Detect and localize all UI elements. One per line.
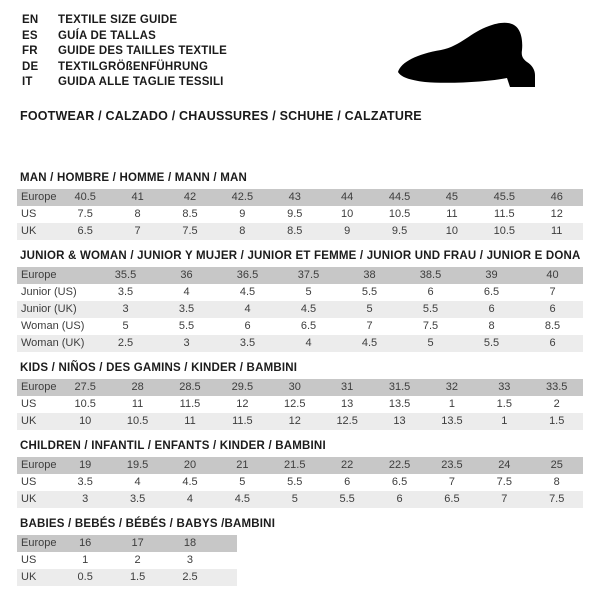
size-cell: 7.5 — [531, 491, 583, 508]
row-label: US — [21, 208, 37, 220]
language-title-block — [22, 13, 227, 91]
size-cell: 10.5 — [111, 413, 163, 430]
size-cell: 5 — [239, 476, 246, 488]
lang-label: TEXTILE SIZE GUIDE — [58, 14, 178, 26]
table-header-row — [17, 535, 237, 552]
table-row — [17, 223, 583, 240]
size-cell: 4 — [134, 476, 141, 488]
size-cell: 7 — [478, 491, 530, 508]
size-table — [17, 457, 583, 508]
category-line: FOOTWEAR / CALZADO / CHAUSSURES / SCHUHE / CALZATURE — [20, 109, 422, 123]
size-cell: 44.5 — [373, 189, 425, 206]
size-cell: 2.5 — [164, 569, 216, 586]
table-row — [17, 318, 583, 335]
size-cell: 7 — [111, 223, 163, 240]
size-cell: 3.5 — [117, 286, 134, 298]
size-cell: 30 — [269, 379, 321, 396]
size-table — [17, 535, 237, 586]
size-cell: 11 — [131, 398, 144, 410]
row-label: US — [21, 476, 37, 488]
row-label: US — [21, 398, 37, 410]
size-table-section — [17, 518, 583, 586]
size-cell: 42 — [164, 189, 216, 206]
size-cell: 3.5 — [111, 491, 163, 508]
size-cell: 6 — [461, 301, 522, 318]
size-cell: 17 — [111, 535, 163, 552]
size-tables — [17, 172, 583, 596]
size-table-section — [17, 250, 583, 352]
size-cell: 3 — [95, 301, 156, 318]
size-cell: 5 — [122, 320, 129, 332]
lang-label: GUIDA ALLE TAGLIE TESSILI — [58, 76, 224, 88]
row-label: UK — [17, 413, 59, 430]
size-cell: 45.5 — [478, 189, 530, 206]
size-table-section — [17, 172, 583, 240]
size-cell: 33 — [478, 379, 530, 396]
size-cell: 1 — [82, 554, 89, 566]
size-cell: 11 — [446, 208, 458, 220]
size-table — [17, 189, 583, 240]
row-label: Europe — [17, 267, 95, 284]
size-cell: 40 — [522, 267, 583, 284]
size-cell: 8.5 — [269, 223, 321, 240]
lang-row-it — [22, 75, 227, 91]
size-cell: 7 — [366, 320, 373, 332]
size-cell: 9 — [321, 223, 373, 240]
size-cell: 16 — [59, 535, 111, 552]
size-cell: 40.5 — [59, 189, 111, 206]
size-cell: 21 — [216, 457, 268, 474]
size-cell: 43 — [269, 189, 321, 206]
size-cell: 36 — [156, 267, 217, 284]
size-cell: 5 — [269, 491, 321, 508]
size-cell: 4 — [164, 491, 216, 508]
size-cell: 27.5 — [59, 379, 111, 396]
size-cell: 10 — [426, 223, 478, 240]
size-cell: 45 — [426, 189, 478, 206]
size-cell: 5.5 — [178, 320, 195, 332]
size-cell: 3 — [186, 554, 194, 566]
size-cell: 2.5 — [95, 335, 156, 352]
lang-label: GUIDE DES TAILLES TEXTILE — [58, 45, 227, 57]
lang-code: ES — [22, 29, 38, 42]
pad-cell — [216, 552, 237, 569]
row-label: Junior (US) — [21, 286, 77, 298]
size-cell: 19.5 — [111, 457, 163, 474]
size-cell: 1 — [478, 413, 530, 430]
size-cell: 8.5 — [182, 208, 198, 220]
dress-shoe-icon — [393, 16, 577, 96]
table-title: KIDS / NIÑOS / DES GAMINS / KINDER / BAMBINI — [20, 362, 298, 374]
lang-row-es — [22, 29, 227, 45]
size-cell: 4 — [278, 335, 339, 352]
size-cell: 7.5 — [496, 476, 512, 488]
table-row — [17, 552, 237, 569]
size-cell: 4.5 — [278, 301, 339, 318]
size-cell: 7.5 — [422, 320, 439, 332]
size-cell: 6.5 — [391, 476, 408, 488]
size-cell: 1.5 — [496, 398, 512, 410]
size-cell: 31.5 — [373, 379, 425, 396]
size-cell: 4 — [183, 286, 190, 298]
row-label: UK — [17, 223, 59, 240]
size-cell: 12.5 — [284, 398, 306, 410]
size-cell: 41 — [111, 189, 163, 206]
size-cell: 39 — [461, 267, 522, 284]
size-cell: 31 — [321, 379, 373, 396]
size-cell: 10 — [341, 208, 354, 220]
size-cell: 5.5 — [461, 335, 522, 352]
size-cell: 21.5 — [269, 457, 321, 474]
size-cell: 0.5 — [59, 569, 111, 586]
table-row — [17, 284, 583, 301]
size-cell: 11.5 — [179, 398, 201, 410]
lang-row-de — [22, 60, 227, 76]
table-row — [17, 569, 237, 586]
size-cell: 10.5 — [388, 208, 411, 220]
size-cell: 12.5 — [321, 413, 373, 430]
size-cell: 32 — [426, 379, 478, 396]
size-cell: 3.5 — [77, 476, 93, 488]
size-table-section — [17, 440, 583, 508]
size-cell: 13.5 — [388, 398, 411, 410]
size-cell: 1.5 — [111, 569, 163, 586]
size-cell: 2 — [134, 554, 141, 566]
pad-cell — [216, 569, 237, 586]
table-row — [17, 206, 583, 223]
size-cell: 10.5 — [74, 398, 96, 410]
size-cell: 2 — [553, 398, 560, 410]
table-header-row — [17, 379, 583, 396]
size-cell: 38 — [339, 267, 400, 284]
size-cell: 33.5 — [531, 379, 583, 396]
lang-code: FR — [22, 45, 38, 57]
size-cell: 6.5 — [300, 320, 317, 332]
size-cell: 37.5 — [278, 267, 339, 284]
pad-cell — [216, 535, 237, 552]
lang-code: EN — [22, 14, 39, 26]
size-cell: 5 — [400, 335, 461, 352]
size-cell: 12 — [236, 398, 249, 410]
size-cell: 29.5 — [216, 379, 268, 396]
size-cell: 5.5 — [287, 476, 303, 488]
size-cell: 8 — [134, 208, 141, 220]
table-header-row — [17, 189, 583, 206]
lang-row-fr — [22, 44, 227, 60]
size-cell: 3 — [156, 335, 217, 352]
size-cell: 3 — [59, 491, 111, 508]
size-cell: 5 — [305, 286, 312, 298]
table-row — [17, 335, 583, 352]
row-label: Europe — [17, 535, 59, 552]
lang-row-en — [22, 13, 227, 29]
size-table — [17, 267, 583, 352]
size-cell: 42.5 — [216, 189, 268, 206]
size-cell: 9.5 — [373, 223, 425, 240]
table-title: MAN / HOMBRE / HOMME / MANN / MAN — [20, 172, 248, 184]
size-cell: 4.5 — [182, 476, 198, 488]
size-cell: 8 — [553, 476, 560, 488]
size-cell: 4.5 — [216, 491, 268, 508]
row-label: Europe — [17, 457, 59, 474]
table-row — [17, 301, 583, 318]
lang-label: GUÍA DE TALLAS — [58, 29, 156, 42]
size-cell: 12 — [550, 208, 563, 220]
size-cell: 6 — [522, 301, 583, 318]
lang-label: TEXTILGRÖßENFÜHRUNG — [58, 60, 209, 73]
size-cell: 38.5 — [400, 267, 461, 284]
size-cell: 28.5 — [164, 379, 216, 396]
size-cell: 10 — [59, 413, 111, 430]
table-header-row — [17, 267, 583, 284]
size-cell: 6 — [344, 476, 351, 488]
size-cell: 7 — [549, 286, 556, 298]
size-cell: 6.5 — [483, 286, 500, 298]
size-cell: 6.5 — [426, 491, 478, 508]
size-cell: 4 — [217, 301, 278, 318]
size-cell: 5.5 — [400, 301, 461, 318]
size-cell: 6 — [373, 491, 425, 508]
size-cell: 28 — [111, 379, 163, 396]
size-cell: 6 — [522, 335, 583, 352]
size-cell: 24 — [478, 457, 530, 474]
size-cell: 8 — [216, 223, 268, 240]
row-label: US — [21, 554, 37, 566]
size-cell: 35.5 — [95, 267, 156, 284]
size-cell: 23.5 — [426, 457, 478, 474]
lang-code: DE — [22, 60, 39, 73]
size-cell: 8.5 — [544, 320, 561, 332]
row-label: Woman (US) — [21, 320, 85, 332]
size-cell: 13 — [373, 413, 425, 430]
size-cell: 1.5 — [531, 413, 583, 430]
size-cell: 9.5 — [287, 208, 303, 220]
lang-code: IT — [22, 76, 33, 88]
row-label: Woman (UK) — [17, 335, 95, 352]
row-label: UK — [17, 569, 59, 586]
table-title: BABIES / BEBÉS / BÉBÉS / BABYS /BAMBINI — [20, 518, 276, 530]
size-cell: 20 — [164, 457, 216, 474]
size-cell: 3.5 — [156, 301, 217, 318]
size-cell: 3.5 — [217, 335, 278, 352]
size-cell: 6.5 — [59, 223, 111, 240]
row-label: Europe — [17, 379, 59, 396]
size-cell: 9 — [239, 208, 246, 220]
size-cell: 12 — [269, 413, 321, 430]
row-label: Europe — [17, 189, 59, 206]
size-cell: 13.5 — [426, 413, 478, 430]
row-label: Junior (UK) — [17, 301, 95, 318]
size-cell: 46 — [531, 189, 583, 206]
size-cell: 18 — [164, 535, 216, 552]
size-cell: 36.5 — [217, 267, 278, 284]
size-cell: 10.5 — [478, 223, 530, 240]
table-title: JUNIOR & WOMAN / JUNIOR Y MUJER / JUNIOR ET FEMME / JUNIOR UND FRAU / JUNIOR E DONA — [20, 250, 581, 262]
table-row — [17, 491, 583, 508]
size-cell: 19 — [59, 457, 111, 474]
size-cell: 5.5 — [321, 491, 373, 508]
table-title: CHILDREN / INFANTIL / ENFANTS / KINDER / BAMBINI — [20, 440, 326, 452]
size-cell: 1 — [448, 398, 455, 410]
size-table-section — [17, 362, 583, 430]
size-cell: 7.5 — [77, 208, 93, 220]
size-cell: 6 — [244, 320, 251, 332]
size-cell: 6 — [427, 286, 434, 298]
size-cell: 44 — [321, 189, 373, 206]
size-cell: 11 — [531, 223, 583, 240]
size-cell: 4.5 — [239, 286, 256, 298]
size-cell: 13 — [341, 398, 354, 410]
row-label: UK — [17, 491, 59, 508]
size-cell: 5.5 — [361, 286, 378, 298]
table-row — [17, 413, 583, 430]
size-cell: 11.5 — [494, 208, 515, 220]
size-cell: 11.5 — [216, 413, 268, 430]
size-cell: 7.5 — [164, 223, 216, 240]
size-cell: 5 — [339, 301, 400, 318]
size-cell: 4.5 — [339, 335, 400, 352]
size-cell: 22 — [321, 457, 373, 474]
size-cell: 8 — [488, 320, 495, 332]
size-table — [17, 379, 583, 430]
size-cell: 25 — [531, 457, 583, 474]
size-cell: 7 — [448, 476, 455, 488]
size-cell: 11 — [164, 413, 216, 430]
size-cell: 22.5 — [373, 457, 425, 474]
table-row — [17, 396, 583, 413]
table-header-row — [17, 457, 583, 474]
table-row — [17, 474, 583, 491]
